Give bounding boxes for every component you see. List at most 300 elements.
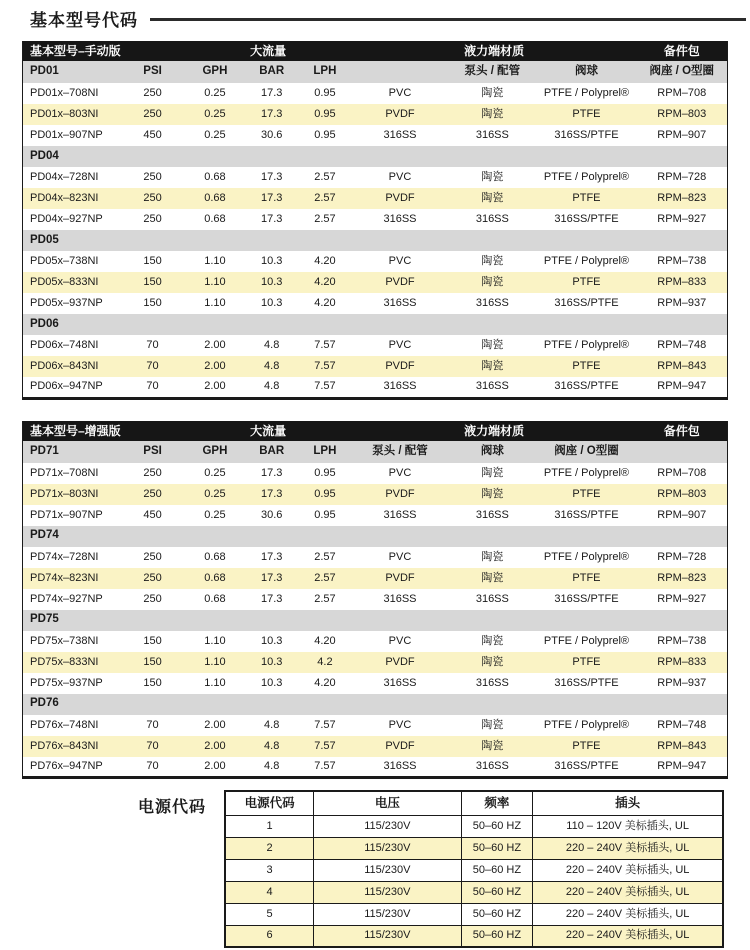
psi-value: 150 (143, 297, 162, 309)
power-row (225, 837, 723, 859)
valve-seat-oring-material: PTFE (536, 652, 636, 673)
voltage: 115/230V (314, 859, 461, 881)
gph-value: 0.68 (204, 213, 226, 225)
spare-kit-code: RPM–927 (657, 213, 707, 225)
frequency: 50–60 HZ (461, 815, 533, 837)
col-header-psi-value: PSI (120, 61, 184, 83)
model-code: PD05x–937NP (30, 297, 103, 309)
col-header-pump-head-piping-material: 泵头 / 配管 (352, 441, 449, 463)
series-label: PD74 (23, 526, 728, 547)
model-row (23, 293, 728, 314)
psi-value: 250 (120, 104, 184, 125)
frequency: 50–60 HZ (461, 859, 533, 881)
bar-value: 30.6 (260, 129, 283, 141)
valve-seat-oring-material: PTFE (536, 272, 636, 293)
model-row (23, 673, 728, 694)
spare-kit-code: RPM–738 (657, 255, 707, 267)
bar-value: 10.3 (260, 634, 283, 647)
lph-value: 2.57 (298, 188, 352, 209)
model-row (23, 715, 728, 736)
lph-value: 0.95 (314, 87, 336, 99)
model-code: PD04x–823NI (23, 188, 121, 209)
psi-value: 250 (120, 188, 184, 209)
bar-value: 17.3 (260, 87, 283, 99)
gph-value: 1.10 (204, 297, 226, 309)
model-row (23, 209, 728, 230)
pump-head-piping-material: 316SS (383, 759, 417, 772)
col-header-model-code: PD01 (23, 61, 121, 83)
model-row (23, 505, 728, 526)
valve-seat-oring-material: PTFE / Polyprel® (543, 87, 630, 99)
power-table-header-row (225, 791, 723, 815)
voltage: 115/230V (314, 925, 461, 947)
model-code: PD71x–803NI (23, 484, 121, 505)
pump-head-piping-material: PVDF (352, 652, 449, 673)
model-code: PD75x–738NI (30, 634, 99, 647)
pump-head-piping-material: PVDF (352, 736, 449, 757)
pump-head-piping-material: 316SS (383, 213, 417, 225)
spare-kit-code: RPM–937 (657, 676, 707, 689)
pump-head-piping-material: PVC (388, 255, 412, 267)
model-row (23, 356, 728, 377)
col-header-gph-value: GPH (185, 441, 246, 463)
bar-value: 4.8 (245, 736, 298, 757)
spare-kit-code: RPM–728 (657, 171, 707, 183)
gph-value: 1.10 (204, 676, 226, 689)
bar-value: 17.3 (260, 592, 283, 605)
lph-value: 7.57 (314, 718, 336, 731)
valve-ball-material: 陶瓷 (448, 356, 536, 377)
bar-value: 17.3 (245, 484, 298, 505)
gph-value: 0.25 (204, 466, 226, 479)
valve-seat-oring-material: 316SS/PTFE (554, 759, 619, 772)
power-code-section (138, 790, 750, 948)
valve-ball-material: 316SS (475, 297, 509, 309)
valve-seat-oring-material: 316SS/PTFE (554, 129, 619, 141)
model-code: PD06x–947NP (30, 380, 103, 393)
plug: 220 – 240V 美标插头, UL (533, 837, 723, 859)
spare-kit-code: RPM–947 (657, 380, 707, 393)
spare-kit-code: RPM–937 (657, 297, 707, 309)
model-code: PD06x–843NI (23, 356, 121, 377)
bar-value: 17.3 (260, 171, 283, 183)
gph-value: 0.68 (185, 188, 246, 209)
bar-value: 17.3 (245, 104, 298, 125)
model-code: PD06x–748NI (30, 339, 99, 351)
column-header-row (23, 441, 728, 463)
bar-value: 4.8 (264, 339, 280, 351)
col-header-bar-value: BAR (245, 441, 298, 463)
model-row (23, 188, 728, 209)
psi-value: 70 (120, 356, 184, 377)
voltage: 115/230V (314, 903, 461, 925)
psi-value: 70 (120, 736, 184, 757)
pump-head-piping-material: PVDF (352, 484, 449, 505)
gph-value: 2.00 (204, 380, 226, 393)
valve-ball-material: 陶瓷 (448, 272, 536, 293)
gph-value: 1.10 (185, 272, 246, 293)
gph-value: 0.68 (185, 568, 246, 589)
model-code: PD04x–927NP (30, 213, 103, 225)
spare-kit-code: RPM–708 (657, 87, 707, 99)
gph-value: 0.25 (204, 129, 226, 141)
pump-head-piping-material: PVC (388, 550, 412, 563)
bar-value: 4.8 (264, 718, 280, 731)
valve-seat-oring-material: PTFE (536, 484, 636, 505)
valve-ball-material: 316SS (475, 759, 509, 772)
band-material-label: 液力端材质 (352, 421, 637, 441)
gph-value: 0.68 (204, 171, 226, 183)
bar-value: 30.6 (260, 508, 283, 521)
bar-value: 4.8 (264, 759, 280, 772)
lph-value: 4.20 (314, 297, 336, 309)
power-code-table (224, 790, 724, 948)
col-header-spare-kit-code: 阀座 / O型圈 (637, 61, 728, 83)
spare-kit-code: RPM–833 (637, 272, 728, 293)
valve-ball-material: 316SS (475, 213, 509, 225)
gph-value: 0.25 (204, 87, 226, 99)
lph-value: 2.57 (314, 213, 336, 225)
bar-value: 17.3 (245, 568, 298, 589)
valve-ball-material: 陶瓷 (448, 104, 536, 125)
bar-value: 10.3 (260, 297, 283, 309)
lph-value: 0.95 (314, 129, 336, 141)
bar-value: 17.3 (245, 188, 298, 209)
power-code: 1 (225, 815, 314, 837)
col-header-voltage: 电压 (314, 791, 461, 815)
valve-ball-material: 316SS (475, 129, 509, 141)
col-header-valve-ball-material: 阀球 (448, 441, 536, 463)
valve-seat-oring-material: PTFE / Polyprel® (543, 339, 630, 351)
model-row (23, 83, 728, 104)
lph-value: 4.20 (314, 676, 336, 689)
bar-value: 10.3 (260, 676, 283, 689)
psi-value: 250 (120, 484, 184, 505)
power-code: 6 (225, 925, 314, 947)
col-header-plug: 插头 (533, 791, 723, 815)
power-section-label: 电源代码 (138, 799, 207, 816)
table-header-band (23, 41, 728, 61)
col-header-gph-value: GPH (185, 61, 246, 83)
pump-head-piping-material: PVC (388, 466, 412, 479)
bar-value: 17.3 (260, 213, 283, 225)
psi-value: 70 (146, 718, 159, 731)
model-row (23, 167, 728, 188)
power-code: 4 (225, 881, 314, 903)
model-code: PD76x–748NI (30, 718, 99, 731)
psi-value: 70 (146, 380, 159, 393)
spare-kit-code: RPM–728 (657, 550, 707, 563)
frequency: 50–60 HZ (461, 925, 533, 947)
lph-value: 0.95 (314, 508, 336, 521)
psi-value: 150 (143, 634, 162, 647)
model-code: PD71x–907NP (30, 508, 103, 521)
band-series-label: 基本型号–手动版 (23, 41, 185, 61)
page-header (0, 0, 750, 28)
valve-seat-oring-material: PTFE (536, 356, 636, 377)
valve-ball-material: 陶瓷 (481, 255, 504, 267)
power-code: 5 (225, 903, 314, 925)
bar-value: 4.8 (245, 356, 298, 377)
lph-value: 7.57 (314, 759, 336, 772)
model-code: PD75x–937NP (30, 676, 103, 689)
model-code: PD74x–823NI (23, 568, 121, 589)
gph-value: 2.00 (204, 759, 226, 772)
psi-value: 250 (143, 592, 162, 605)
valve-ball-material: 陶瓷 (481, 466, 504, 479)
model-row (23, 125, 728, 146)
lph-value: 2.57 (314, 550, 336, 563)
valve-seat-oring-material: 316SS/PTFE (554, 592, 619, 605)
model-row (23, 568, 728, 589)
lph-value: 7.57 (298, 736, 352, 757)
table-header-band (23, 421, 728, 441)
psi-value: 150 (143, 676, 162, 689)
model-code: PD76x–843NI (23, 736, 121, 757)
voltage: 115/230V (314, 837, 461, 859)
valve-seat-oring-material: PTFE / Polyprel® (543, 255, 630, 267)
band-sparekit-label: 备件包 (637, 421, 728, 441)
model-code: PD74x–728NI (30, 550, 99, 563)
gph-value: 1.10 (204, 634, 226, 647)
model-row (23, 104, 728, 125)
psi-value: 70 (146, 339, 159, 351)
lph-value: 7.57 (314, 339, 336, 351)
valve-ball-material: 316SS (475, 592, 509, 605)
valve-ball-material: 陶瓷 (448, 652, 536, 673)
valve-seat-oring-material: 316SS/PTFE (554, 380, 619, 393)
valve-seat-oring-material: 316SS/PTFE (554, 508, 619, 521)
plug: 110 – 120V 美标插头, UL (533, 815, 723, 837)
gph-value: 0.68 (204, 592, 226, 605)
col-header-frequency: 频率 (461, 791, 533, 815)
band-flow-label: 大流量 (185, 41, 352, 61)
series-section-row (23, 610, 728, 631)
valve-ball-material: 陶瓷 (481, 339, 504, 351)
power-row (225, 815, 723, 837)
model-row (23, 335, 728, 356)
gph-value: 0.68 (204, 550, 226, 563)
series-label: PD05 (23, 230, 728, 251)
band-series-label: 基本型号–增强版 (23, 421, 185, 441)
valve-seat-oring-material: PTFE (536, 736, 636, 757)
band-sparekit-label: 备件包 (637, 41, 728, 61)
col-header-model-code: PD71 (23, 441, 121, 463)
col-header-lph-value: LPH (298, 441, 352, 463)
voltage: 115/230V (314, 881, 461, 903)
spare-kit-code: RPM–803 (637, 104, 728, 125)
psi-value: 250 (143, 550, 162, 563)
pump-head-piping-material: 316SS (383, 676, 417, 689)
pump-head-piping-material: 316SS (383, 297, 417, 309)
gph-value: 2.00 (185, 356, 246, 377)
valve-seat-oring-material: PTFE (536, 568, 636, 589)
spare-kit-code: RPM–907 (657, 129, 707, 141)
lph-value: 4.20 (298, 272, 352, 293)
valve-ball-material: 陶瓷 (448, 484, 536, 505)
psi-value: 250 (143, 466, 162, 479)
plug: 220 – 240V 美标插头, UL (533, 859, 723, 881)
valve-ball-material: 陶瓷 (481, 718, 504, 731)
gph-value: 0.25 (185, 484, 246, 505)
valve-ball-material: 陶瓷 (481, 634, 504, 647)
frequency: 50–60 HZ (461, 837, 533, 859)
spare-kit-code: RPM–748 (657, 339, 707, 351)
psi-value: 250 (143, 87, 162, 99)
power-code: 3 (225, 859, 314, 881)
valve-ball-material: 陶瓷 (448, 736, 536, 757)
valve-seat-oring-material: PTFE (536, 188, 636, 209)
valve-seat-oring-material: PTFE / Polyprel® (543, 718, 630, 731)
gph-value: 2.00 (204, 339, 226, 351)
bar-value: 17.3 (260, 550, 283, 563)
valve-seat-oring-material: 316SS/PTFE (554, 297, 619, 309)
psi-value: 250 (143, 213, 162, 225)
model-code: PD04x–728NI (30, 171, 99, 183)
gph-value: 2.00 (185, 736, 246, 757)
lph-value: 2.57 (314, 171, 336, 183)
manual-models-table (22, 41, 728, 400)
pump-head-piping-material: PVC (388, 634, 412, 647)
model-row (23, 272, 728, 293)
spare-kit-code: RPM–947 (657, 759, 707, 772)
col-header-valve-seat-oring-material: 阀球 (536, 61, 636, 83)
bar-value: 10.3 (245, 652, 298, 673)
lph-value: 0.95 (314, 466, 336, 479)
valve-seat-oring-material: PTFE / Polyprel® (543, 634, 630, 647)
col-header-psi-value: PSI (120, 441, 184, 463)
valve-seat-oring-material: PTFE / Polyprel® (543, 171, 630, 183)
model-code: PD05x–738NI (30, 255, 99, 267)
spare-kit-code: RPM–748 (657, 718, 707, 731)
valve-ball-material: 陶瓷 (481, 550, 504, 563)
col-header-pump-head-piping-material (352, 61, 449, 83)
model-row (23, 736, 728, 757)
plug: 220 – 240V 美标插头, UL (533, 881, 723, 903)
pump-head-piping-material: PVC (388, 171, 412, 183)
gph-value: 0.25 (204, 508, 226, 521)
spare-kit-code: RPM–843 (637, 356, 728, 377)
lph-value: 4.2 (298, 652, 352, 673)
lph-value: 7.57 (298, 356, 352, 377)
psi-value: 250 (143, 171, 162, 183)
bar-value: 10.3 (245, 272, 298, 293)
gph-value: 1.10 (185, 652, 246, 673)
lph-value: 4.20 (314, 255, 336, 267)
valve-ball-material: 陶瓷 (448, 188, 536, 209)
model-code: PD01x–708NI (30, 87, 99, 99)
page-title: 基本型号代码 (30, 10, 138, 30)
valve-ball-material: 陶瓷 (448, 568, 536, 589)
series-section-row (23, 694, 728, 715)
pump-head-piping-material: 316SS (383, 129, 417, 141)
power-row (225, 859, 723, 881)
pump-head-piping-material: PVDF (352, 272, 449, 293)
pump-head-piping-material: PVC (388, 87, 412, 99)
bar-value: 17.3 (260, 466, 283, 479)
spare-kit-code: RPM–833 (637, 652, 728, 673)
model-row (23, 652, 728, 673)
plug: 220 – 240V 美标插头, UL (533, 903, 723, 925)
psi-value: 150 (120, 272, 184, 293)
series-label: PD04 (23, 146, 728, 167)
col-header-power-code: 电源代码 (225, 791, 314, 815)
lph-value: 0.95 (298, 484, 352, 505)
pump-head-piping-material: PVC (388, 339, 412, 351)
valve-seat-oring-material: 316SS/PTFE (554, 676, 619, 689)
series-section-row (23, 314, 728, 335)
model-row (23, 463, 728, 484)
title-rule (150, 18, 746, 21)
col-header-spare-kit-code (637, 441, 728, 463)
valve-seat-oring-material: PTFE (536, 104, 636, 125)
pump-head-piping-material: 316SS (383, 380, 417, 393)
pump-head-piping-material: 316SS (383, 508, 417, 521)
lph-value: 4.20 (314, 634, 336, 647)
power-row (225, 903, 723, 925)
lph-value: 0.95 (298, 104, 352, 125)
gph-value: 2.00 (204, 718, 226, 731)
pump-head-piping-material: PVDF (352, 568, 449, 589)
series-label: PD75 (23, 610, 728, 631)
model-code: PD71x–708NI (30, 466, 99, 479)
plug: 220 – 240V 美标插头, UL (533, 925, 723, 947)
psi-value: 150 (120, 652, 184, 673)
pump-head-piping-material: 316SS (383, 592, 417, 605)
model-code: PD01x–803NI (23, 104, 121, 125)
model-code: PD05x–833NI (23, 272, 121, 293)
model-row (23, 377, 728, 398)
col-header-bar-value: BAR (245, 61, 298, 83)
valve-ball-material: 316SS (475, 508, 509, 521)
series-section-row (23, 526, 728, 547)
lph-value: 2.57 (298, 568, 352, 589)
psi-value: 450 (143, 129, 162, 141)
spare-kit-code: RPM–907 (657, 508, 707, 521)
pump-head-piping-material: PVDF (352, 356, 449, 377)
col-header-valve-seat-oring-material: 阀座 / O型圈 (536, 441, 636, 463)
pump-head-piping-material: PVDF (352, 188, 449, 209)
spare-kit-code: RPM–738 (657, 634, 707, 647)
model-code: PD74x–927NP (30, 592, 103, 605)
model-row (23, 484, 728, 505)
power-code: 2 (225, 837, 314, 859)
valve-seat-oring-material: PTFE / Polyprel® (543, 466, 630, 479)
power-row (225, 925, 723, 947)
series-section-row (23, 230, 728, 251)
valve-ball-material: 316SS (475, 380, 509, 393)
frequency: 50–60 HZ (461, 881, 533, 903)
column-header-row (23, 61, 728, 83)
spare-kit-code: RPM–927 (657, 592, 707, 605)
voltage: 115/230V (314, 815, 461, 837)
bar-value: 10.3 (260, 255, 283, 267)
enhanced-models-table (22, 421, 728, 780)
series-section-row (23, 146, 728, 167)
col-header-valve-ball-material: 泵头 / 配管 (448, 61, 536, 83)
lph-value: 2.57 (314, 592, 336, 605)
model-row (23, 757, 728, 778)
psi-value: 250 (120, 568, 184, 589)
valve-seat-oring-material: 316SS/PTFE (554, 213, 619, 225)
spare-kit-code: RPM–843 (637, 736, 728, 757)
psi-value: 150 (143, 255, 162, 267)
gph-value: 1.10 (204, 255, 226, 267)
valve-ball-material: 陶瓷 (481, 171, 504, 183)
model-row (23, 251, 728, 272)
frequency: 50–60 HZ (461, 903, 533, 925)
pump-head-piping-material: PVDF (352, 104, 449, 125)
